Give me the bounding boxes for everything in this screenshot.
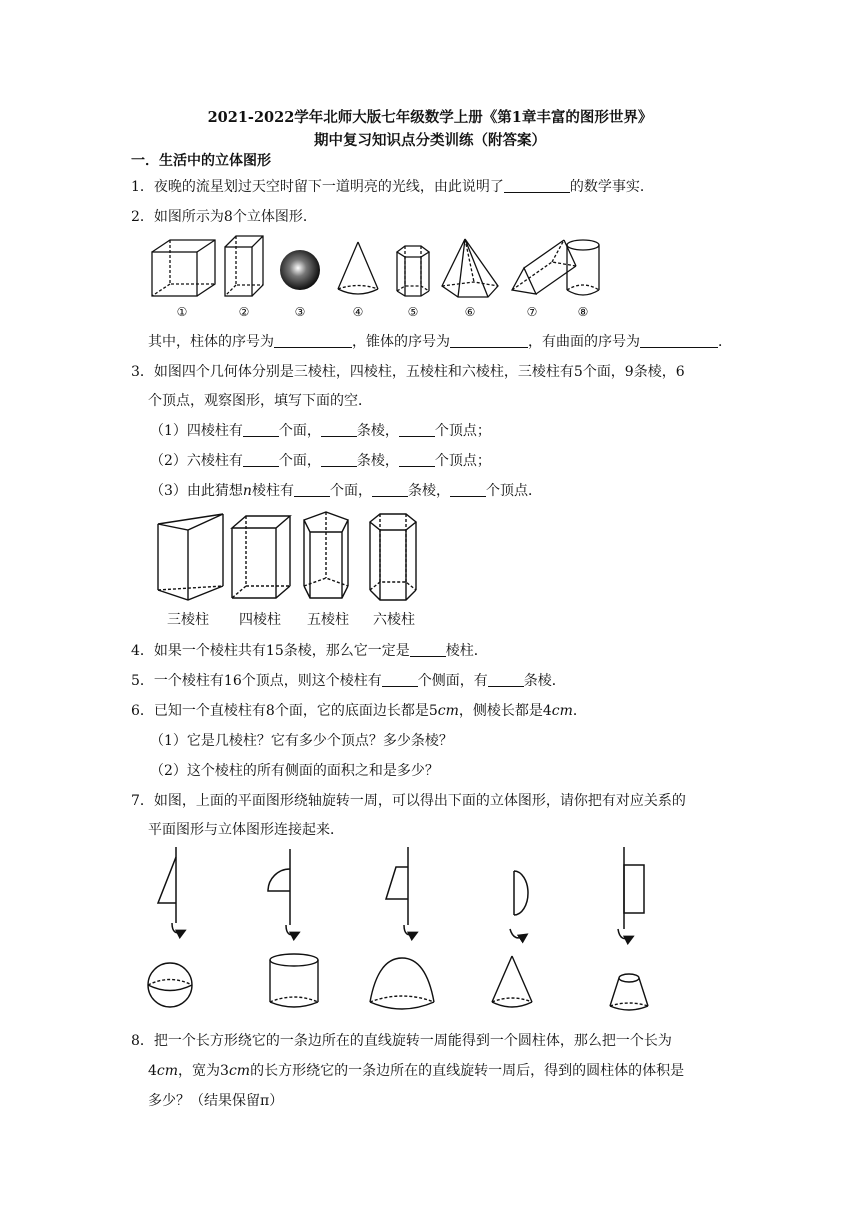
answer-blank[interactable] bbox=[488, 672, 524, 687]
cylinder-figure bbox=[567, 240, 599, 295]
rectangle-shape bbox=[618, 847, 644, 939]
question-6-part2: （2）这个棱柱的所有侧面的面积之和是多少？ bbox=[150, 763, 439, 779]
answer-blank[interactable] bbox=[243, 452, 279, 467]
cylinder-solid bbox=[270, 954, 318, 1007]
cone-figure bbox=[338, 242, 378, 294]
section-heading: 一．生活中的立体图形 bbox=[131, 153, 271, 169]
answer-blank[interactable] bbox=[294, 482, 330, 497]
square-prism bbox=[232, 516, 290, 598]
question-2: 2．如图所示为8个立体图形． bbox=[131, 209, 317, 225]
prism-label: 四棱柱 bbox=[239, 612, 281, 628]
answer-blank[interactable] bbox=[321, 452, 357, 467]
answer-blank[interactable] bbox=[410, 642, 446, 657]
prism-label: 三棱柱 bbox=[167, 612, 209, 628]
answer-blank[interactable] bbox=[640, 333, 718, 348]
doc-title-line1: 2021-2022学年北师大版七年级数学上册《第1章丰富的图形世界》 bbox=[207, 109, 653, 126]
right-triangle-shape bbox=[158, 847, 184, 933]
question-3-part1: （1）四棱柱有 个面， 条棱， 个顶点； bbox=[150, 423, 491, 439]
figure-label: ② bbox=[238, 305, 250, 319]
figure-label: ⑥ bbox=[464, 305, 476, 319]
figure-label: ⑦ bbox=[526, 305, 538, 319]
cube-figure bbox=[152, 240, 215, 296]
question-4: 4．如果一个棱柱共有15条棱，那么它一定是 棱柱． bbox=[131, 643, 488, 659]
answer-blank[interactable] bbox=[399, 452, 435, 467]
pyramid-figure bbox=[442, 239, 498, 297]
question-3-part2: （2）六棱柱有 个面， 条棱， 个顶点； bbox=[150, 453, 491, 469]
answer-blank[interactable] bbox=[321, 422, 357, 437]
question-1: 1．夜晚的流星划过天空时留下一道明亮的光线，由此说明了 的数学事实． bbox=[131, 179, 654, 195]
semicircle-shape bbox=[510, 871, 528, 938]
answer-blank[interactable] bbox=[274, 333, 352, 348]
figure-label: ⑤ bbox=[407, 305, 419, 319]
cone-solid bbox=[492, 956, 532, 1007]
prism-label: 五棱柱 bbox=[307, 612, 349, 628]
prism-label: 六棱柱 bbox=[373, 612, 415, 628]
question-2-answer: 其中，柱体的序号为 ，锥体的序号为 ，有曲面的序号为 ． bbox=[148, 334, 732, 350]
dome-solid bbox=[370, 958, 434, 1009]
quarter-circle-shape bbox=[268, 849, 298, 935]
answer-blank[interactable] bbox=[382, 672, 418, 687]
rectangular-prism-figure bbox=[225, 236, 263, 296]
figure-label: ① bbox=[176, 305, 188, 319]
figure-label: ④ bbox=[352, 305, 364, 319]
answer-blank[interactable] bbox=[372, 482, 408, 497]
sphere-figure bbox=[280, 250, 320, 290]
answer-blank[interactable] bbox=[450, 482, 486, 497]
doc-title-line2: 期中复习知识点分类训练（附答案） bbox=[314, 132, 546, 149]
answer-blank[interactable] bbox=[243, 422, 279, 437]
answer-blank[interactable] bbox=[399, 422, 435, 437]
pentagonal-prism bbox=[304, 512, 348, 598]
question-8-line1: 8．把一个长方形绕它的一条边所在的直线旋转一周能得到一个圆柱体，那么把一个长为 bbox=[131, 1033, 672, 1049]
rotation-plane-figures bbox=[148, 845, 668, 945]
question-7-line1: 7．如图，上面的平面图形绕轴旋转一周，可以得出下面的立体图形，请你把有对应关系的 bbox=[131, 793, 686, 809]
question-8-line2: 4cm，宽为3cm的长方形绕它的一条边所在的直线旋转一周后，得到的圆柱体的体积是 bbox=[148, 1063, 685, 1079]
solid-figures-illustration bbox=[140, 230, 620, 320]
figure-label: ③ bbox=[294, 305, 306, 319]
question-6-part1: （1）它是几棱柱？它有多少个顶点？多少条棱？ bbox=[150, 733, 453, 749]
frustum-solid bbox=[610, 974, 648, 1010]
figure-label: ⑧ bbox=[577, 305, 589, 319]
question-5: 5．一个棱柱有16个顶点，则这个棱柱有 个侧面，有 条棱． bbox=[131, 673, 566, 689]
question-3-line1: 3．如图四个几何体分别是三棱柱，四棱柱，五棱柱和六棱柱，三棱柱有5个面，9条棱，6 bbox=[131, 364, 685, 380]
hexagonal-prism-figure bbox=[397, 246, 429, 296]
triangular-prism bbox=[158, 514, 223, 600]
sphere-solid bbox=[148, 963, 192, 1007]
question-3-part3: （3）由此猜想n棱柱有 个面， 条棱， 个顶点． bbox=[150, 483, 542, 499]
answer-blank[interactable] bbox=[450, 333, 528, 348]
prisms-illustration bbox=[148, 506, 448, 631]
question-6: 6．已知一个直棱柱有8个面，它的底面边长都是5cm，侧棱长都是4cm． bbox=[131, 703, 587, 719]
rotation-solid-figures bbox=[140, 950, 660, 1020]
trapezoid-shape bbox=[386, 847, 416, 935]
question-3-line2: 个顶点，观察图形，填写下面的空． bbox=[148, 393, 372, 409]
question-8-line3: 多少？（结果保留π） bbox=[148, 1093, 284, 1109]
answer-blank[interactable] bbox=[504, 178, 570, 193]
question-7-line2: 平面图形与立体图形连接起来． bbox=[148, 822, 344, 838]
hexagonal-prism bbox=[370, 514, 416, 600]
